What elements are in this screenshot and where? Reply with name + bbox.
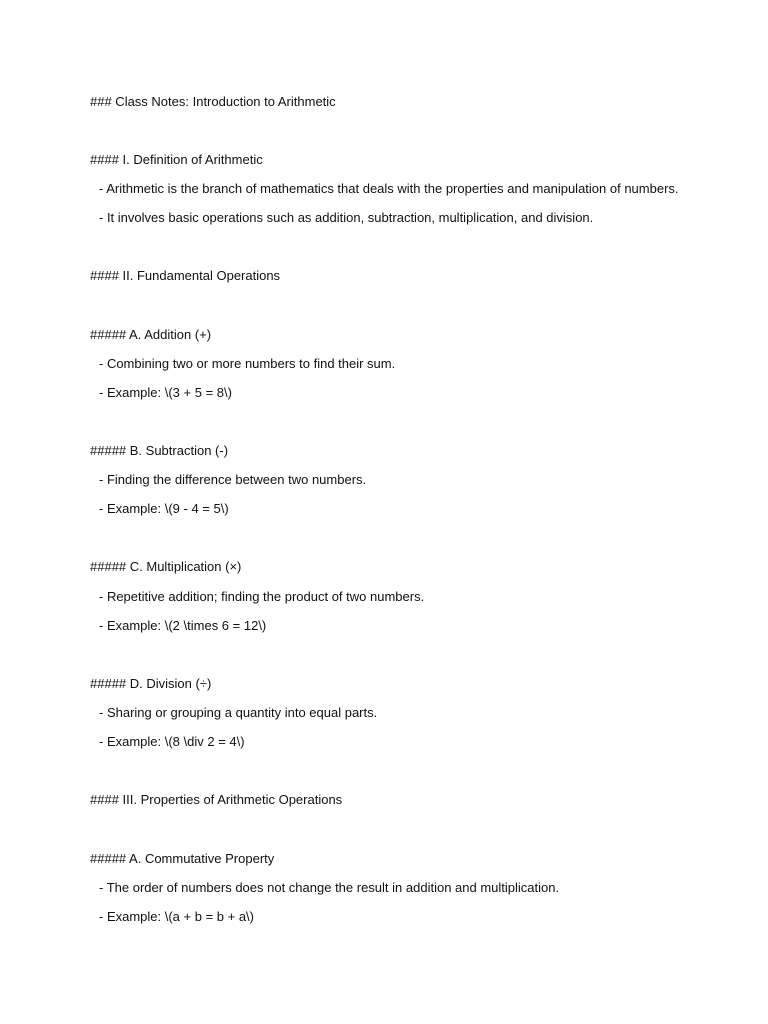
- bullet-line: - The order of numbers does not change the result in addition and multiplication.: [99, 880, 560, 895]
- bullet-line: - Arithmetic is the branch of mathematics that deals with the properties and manipulation of numbers.: [99, 181, 679, 196]
- subsection-heading-addition: ##### A. Addition (+): [90, 327, 212, 342]
- bullet-line: - Example: \(a + b = b + a\): [99, 909, 254, 924]
- bullet-line: - Sharing or grouping a quantity into equal parts.: [99, 705, 378, 720]
- bullet-line: - Repetitive addition; finding the product of two numbers.: [99, 589, 425, 604]
- subsection-heading-multiplication: ##### C. Multiplication (×): [90, 559, 242, 574]
- bullet-line: - Example: \(3 + 5 = 8\): [99, 385, 232, 400]
- section-heading-properties: #### III. Properties of Arithmetic Operations: [90, 792, 343, 807]
- subsection-heading-subtraction: ##### B. Subtraction (-): [90, 443, 229, 458]
- bullet-line: - Example: \(9 - 4 = 5\): [99, 501, 229, 516]
- bullet-line: - Finding the difference between two numbers.: [99, 472, 367, 487]
- bullet-line: - Example: \(8 \div 2 = 4\): [99, 734, 245, 749]
- bullet-line: - Example: \(2 \times 6 = 12\): [99, 618, 267, 633]
- subsection-heading-commutative: ##### A. Commutative Property: [90, 851, 275, 866]
- subsection-heading-division: ##### D. Division (÷): [90, 676, 212, 691]
- document-title: ### Class Notes: Introduction to Arithmetic: [90, 94, 336, 109]
- bullet-line: - Combining two or more numbers to find their sum.: [99, 356, 396, 371]
- bullet-line: - It involves basic operations such as addition, subtraction, multiplication, and division.: [99, 210, 594, 225]
- section-heading-fundamental-operations: #### II. Fundamental Operations: [90, 268, 281, 283]
- section-heading-definition: #### I. Definition of Arithmetic: [90, 152, 263, 167]
